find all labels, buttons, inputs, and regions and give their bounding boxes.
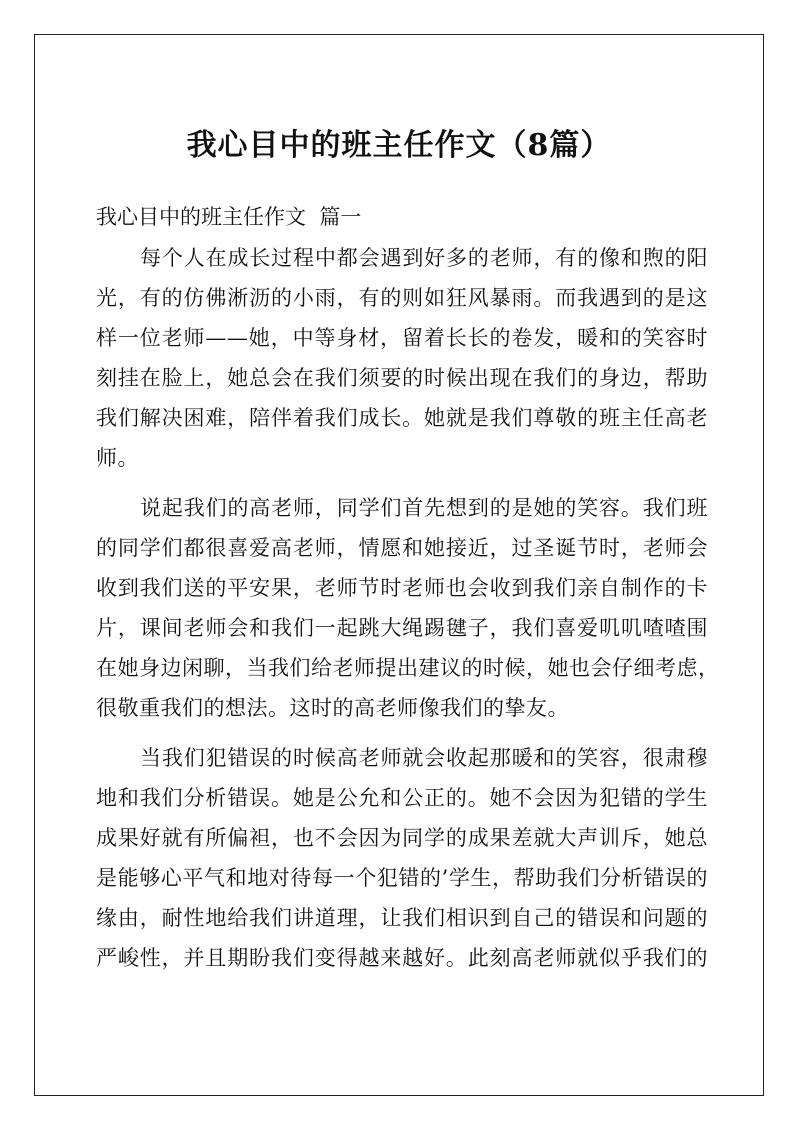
text-line: 地和我们分析错误。她是公允和公正的。她不会因为犯错的学生 [96, 786, 708, 810]
text-line: 的同学们都很喜爱高老师，情愿和她接近，过圣诞节时，老师会 [96, 536, 708, 560]
text-line: 很敬重我们的想法。这时的高老师像我们的挚友。 [96, 696, 569, 720]
text-line: 说起我们的高老师，同学们首先想到的是她的笑容。我们班 [140, 496, 708, 520]
text-line: 是能够心平气和地对待每一个犯错的’学生，帮助我们分析错误的 [96, 866, 708, 890]
paragraph-2 [96, 488, 720, 728]
text-line: 成果好就有所偏袒，也不会因为同学的成果差就大声训斥，她总 [96, 826, 708, 850]
paragraph-3 [96, 738, 708, 978]
text-line: 片，课间老师会和我们一起跳大绳踢毽子，我们喜爱叽叽喳喳围 [96, 616, 708, 640]
paragraph-1 [96, 238, 708, 478]
text-line: 严峻性，并且期盼我们变得越来越好。此刻高老师就似乎我们的 [96, 946, 708, 970]
text-line: 当我们犯错误的时候高老师就会收起那暖和的笑容，很肃穆 [140, 746, 708, 770]
text-line: 刻挂在脸上，她总会在我们须要的时候出现在我们的身边，帮助 [96, 366, 708, 390]
text-line: 我们解决困难，陪伴着我们成长。她就是我们尊敬的班主任高老 [96, 406, 708, 430]
text-line: 光，有的仿佛淅沥的小雨，有的则如狂风暴雨。而我遇到的是这 [96, 286, 708, 310]
text-line: 师。 [96, 446, 139, 470]
text-line: 样一位老师——她，中等身材，留着长长的卷发，暖和的笑容时 [96, 326, 708, 350]
text-line: 每个人在成长过程中都会遇到好多的老师，有的像和煦的阳 [140, 246, 708, 270]
document-body [96, 238, 720, 988]
section-heading: 我心目中的班主任作文 篇一 [96, 205, 362, 229]
document-title: 我心目中的班主任作文（8篇） [186, 128, 612, 163]
text-line: 缘由，耐性地给我们讲道理，让我们相识到自己的错误和问题的 [96, 906, 708, 930]
text-line: 在她身边闲聊，当我们给老师提出建议的时候，她也会仔细考虑， [96, 656, 720, 680]
text-line: 收到我们送的平安果，老师节时老师也会收到我们亲自制作的卡 [96, 576, 708, 600]
